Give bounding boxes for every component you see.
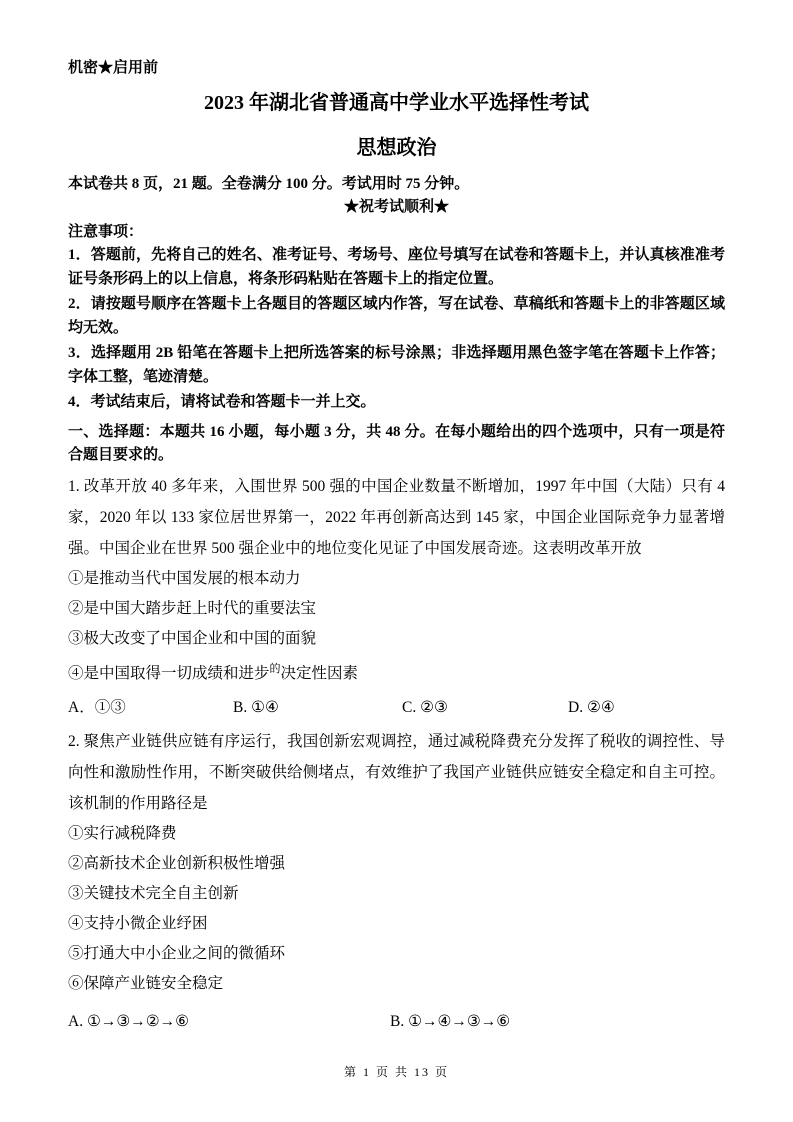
question-2-statement-3: ③关键技术完全自主创新 bbox=[68, 884, 239, 902]
statement-4-suffix: 决定性因素 bbox=[280, 664, 359, 682]
question-2-statement-2: ②高新技术企业创新积极性增强 bbox=[68, 854, 286, 872]
exam-subject: 思想政治 bbox=[356, 137, 437, 159]
question-1-option-d: D. ②④ bbox=[568, 698, 615, 716]
section-heading: 一、选择题：本题共 16 小题，每小题 3 分，共 48 分。在每小题给出的四个选项中，只有一项是符合题目要求的。 bbox=[68, 423, 725, 463]
notice-item-4: 4．考试结束后，请将试卷和答题卡一并上交。 bbox=[68, 394, 376, 410]
exam-title: 2023 年湖北省普通高中学业水平选择性考试 bbox=[204, 92, 589, 114]
question-2-statement-6: ⑥保障产业链安全稳定 bbox=[68, 974, 224, 992]
question-1-statement-2: ②是中国大踏步赶上时代的重要法宝 bbox=[68, 599, 317, 617]
question-1-option-b: B. ①④ bbox=[233, 698, 279, 716]
statement-4-prefix: ④是中国取得一切成绩和进步 bbox=[68, 664, 270, 682]
question-1-option-a: A．①③ bbox=[68, 698, 126, 716]
question-2-statement-1: ①实行减税降费 bbox=[68, 824, 177, 842]
question-1-statement-3: ③极大改变了中国企业和中国的面貌 bbox=[68, 629, 317, 647]
question-2-stem: 2. 聚焦产业链供应链有序运行，我国创新宏观调控，通过减税降费充分发挥了税收的调控性、导向性和激励性作用，不断突破供给侧堵点，有效维护了我国产业链供应链安全稳定和自主可控。该机制的作用路径是 bbox=[68, 732, 725, 812]
question-1-statement-4 bbox=[68, 654, 725, 689]
question-2-statement-5: ⑤打通大中小企业之间的微循环 bbox=[68, 944, 286, 962]
classification-banner: 机密★启用前 bbox=[68, 60, 159, 76]
exam-info-line: 本试卷共 8 页，21 题。全卷满分 100 分。考试用时 75 分钟。 bbox=[68, 176, 470, 192]
question-2-option-b: B. ①→④→③→⑥ bbox=[390, 1012, 511, 1030]
statement-4-superscript: 的 bbox=[269, 662, 281, 675]
question-1-option-c: C. ②③ bbox=[402, 698, 448, 716]
notice-item-1: 1．答题前，先将自己的姓名、准考证号、考场号、座位号填写在试卷和答题卡上，并认真核准准考证号条形码上的以上信息，将条形码粘贴在答题卡上的指定位置。 bbox=[68, 247, 725, 287]
page-footer: 第 1 页 共 13 页 bbox=[343, 1064, 449, 1079]
question-1-options-row bbox=[68, 693, 725, 723]
notice-item-2: 2．请按题号顺序在答题卡上各题目的答题区域内作答，写在试卷、草稿纸和答题卡上的非答题区域均无效。 bbox=[68, 296, 725, 336]
question-2-statement-4: ④支持小微企业纾困 bbox=[68, 914, 208, 932]
question-1-statement-1: ①是推动当代中国发展的根本动力 bbox=[68, 569, 301, 587]
question-1-stem: 1. 改革开放 40 多年来，入围世界 500 强的中国企业数量不断增加，1997 年中国（大陆）只有 4 家，2020 年以 133 家位居世界第一，2022 年再创新高达到 145 家，中国企业国际竞争力显著增强。中国企业在世界 500 强企业中的地位变化见证了中国发展奇迹。这表明改革开放 bbox=[68, 477, 725, 557]
notice-item-3: 3．选择题用 2B 铅笔在答题卡上把所选答案的标号涂黑；非选择题用黑色签字笔在答题卡上作答；字体工整，笔迹清楚。 bbox=[68, 345, 725, 385]
notices-heading: 注意事项： bbox=[68, 224, 144, 240]
question-2-options-row bbox=[68, 1007, 725, 1037]
question-2-option-a: A. ①→③→②→⑥ bbox=[68, 1012, 190, 1030]
wish-line: ★祝考试顺利★ bbox=[343, 199, 449, 215]
